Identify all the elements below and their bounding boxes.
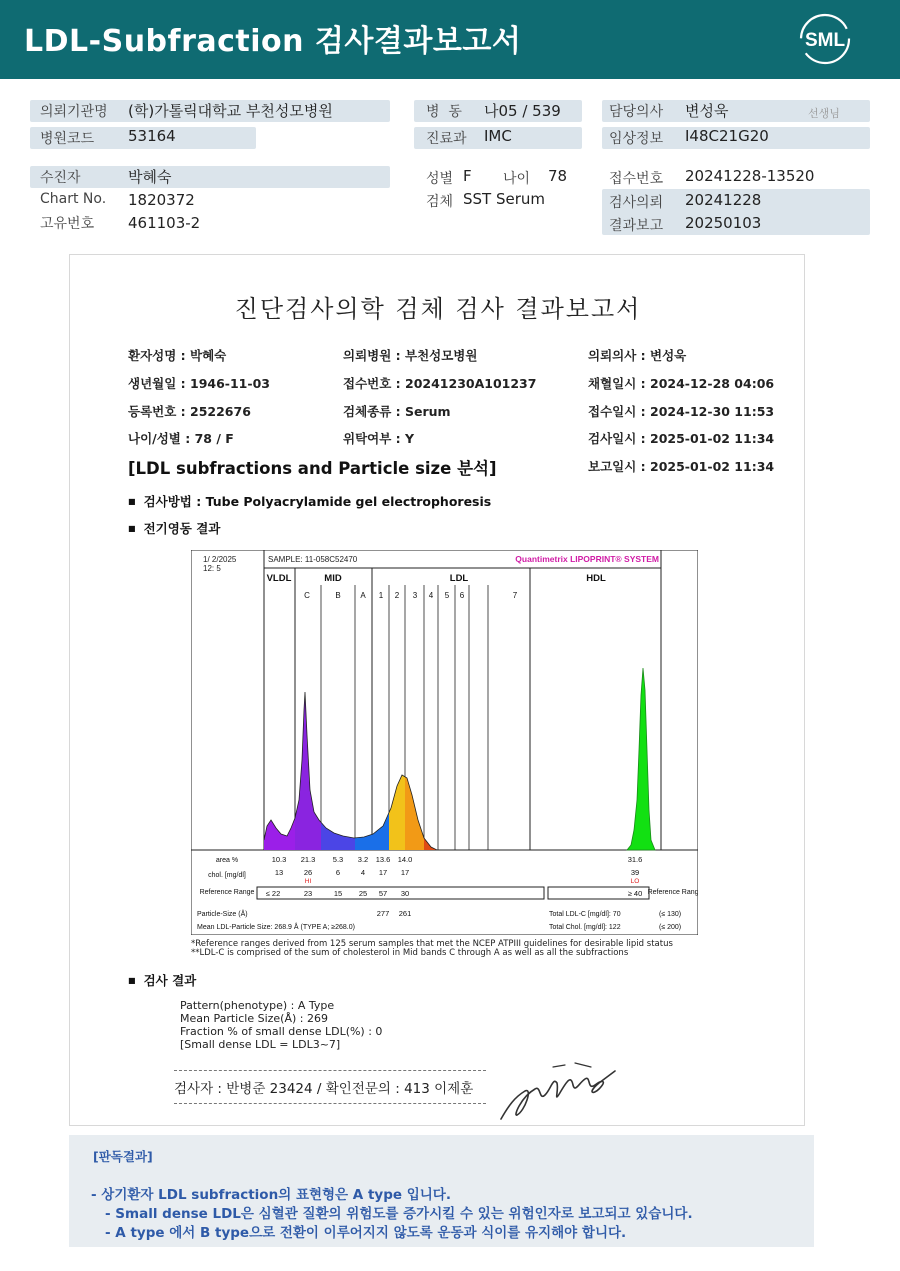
logo-text: SML xyxy=(804,30,846,51)
request-value: 20241228 xyxy=(685,191,762,209)
dept-label: 진료과 xyxy=(426,131,467,147)
patient-row xyxy=(30,166,390,188)
chart-no-label: Chart No. xyxy=(40,191,107,207)
report-document xyxy=(69,254,805,1126)
report-patient-name: 환자성명 : 박혜숙 xyxy=(128,348,227,363)
ward-label: 병 동 xyxy=(426,104,462,120)
ref-value-b: 15 xyxy=(333,889,343,898)
result-pattern: Pattern(phenotype) : A Type xyxy=(180,999,335,1012)
doctor-suffix: 선생님 xyxy=(808,107,840,120)
signature-image xyxy=(495,1061,625,1127)
ref-value-ldl1: 57 xyxy=(378,889,388,898)
row-label-area: area % xyxy=(215,857,239,864)
age-value: 78 xyxy=(548,167,568,185)
result-definition: [Small dense LDL = LDL3~7] xyxy=(180,1038,341,1051)
unique-id-value: 461103-2 xyxy=(128,214,201,232)
chart-system: Quantimetrix LIPOPRINT® SYSTEM xyxy=(515,554,659,564)
chart-no-value: 1820372 xyxy=(128,191,195,209)
report-req-hospital: 의뢰병원 : 부천성모병원 xyxy=(343,348,478,363)
chol-value-vldl: 13 xyxy=(274,868,284,877)
band-label-5: 5 xyxy=(444,591,450,600)
total-ldl-c-ref: (≤ 130) xyxy=(659,911,682,918)
area-value-hdl: 31.6 xyxy=(627,855,643,864)
band-label-3: 3 xyxy=(412,591,418,600)
area-value-b: 5.3 xyxy=(332,855,344,864)
report-title: 진단검사의학 검체 검사 결과보고서 xyxy=(234,295,642,323)
region-label-vldl: VLDL xyxy=(266,573,292,584)
report-consign: 위탁여부 : Y xyxy=(343,431,415,446)
hospital-label: 의뢰기관명 xyxy=(40,104,108,120)
sign-divider-top xyxy=(174,1070,486,1071)
report-reported: 보고일시 : 2025-01-02 11:34 xyxy=(588,459,775,474)
code-label: 병원코드 xyxy=(40,131,95,147)
electrophoresis-chart xyxy=(191,550,698,935)
band-label-b: B xyxy=(335,591,341,600)
sex-value: F xyxy=(463,167,472,185)
area-value-c: 21.3 xyxy=(300,855,316,864)
specimen-label: 검체 xyxy=(426,194,454,210)
report-birth: 생년월일 : 1946-11-03 xyxy=(128,376,270,391)
report-receipt-no: 접수번호 : 20241230A101237 xyxy=(343,376,537,391)
total-ldl-c: Total LDL-C [mg/dl]: 70 xyxy=(549,911,621,918)
area-value-ldl2: 14.0 xyxy=(397,855,413,864)
particle-value-ldl2: 261 xyxy=(398,909,412,918)
unique-id-label: 고유번호 xyxy=(40,216,95,232)
region-label-hdl: HDL xyxy=(586,573,606,584)
doctor-label: 담당의사 xyxy=(609,104,664,120)
report-req-doctor: 의뢰의사 : 변성욱 xyxy=(588,348,687,363)
band-label-2: 2 xyxy=(394,591,400,600)
chart-sample: SAMPLE: 11-058C52470 xyxy=(268,555,358,564)
report-collected: 채혈일시 : 2024-12-28 04:06 xyxy=(588,376,775,391)
ref-value-ldl2: 30 xyxy=(400,889,410,898)
band-label-7: 7 xyxy=(512,591,518,600)
report-tested: 검사일시 : 2025-01-02 11:34 xyxy=(588,431,775,446)
region-label-ldl: LDL xyxy=(449,573,469,584)
band-label-1: 1 xyxy=(378,591,384,600)
total-chol: Total Chol. [mg/dl]: 122 xyxy=(549,924,621,931)
report-date-value: 20250103 xyxy=(685,214,762,232)
total-chol-ref: (≤ 200) xyxy=(659,924,682,931)
header-bar xyxy=(0,0,900,79)
ldl-note: **LDL-C is comprised of the sum of cholesterol in Mid bands C through A as well as all the subfractions xyxy=(191,948,629,958)
sml-logo-icon xyxy=(798,12,852,66)
ward-value: 나05 / 539 xyxy=(484,102,561,120)
clinical-label: 임상정보 xyxy=(609,131,664,147)
band-label-a: A xyxy=(360,591,366,600)
clinical-value: I48C21G20 xyxy=(685,127,769,145)
area-value-ldl1: 13.6 xyxy=(375,855,391,864)
request-label: 검사의뢰 xyxy=(609,195,664,211)
flag-hdl: LO xyxy=(630,878,640,885)
age-label: 나이 xyxy=(503,171,531,187)
sign-divider-bottom xyxy=(174,1103,486,1104)
chol-value-c: 26 xyxy=(303,868,313,877)
row-label-ref: Reference Range xyxy=(199,889,255,896)
area-value-a: 3.2 xyxy=(357,855,369,864)
ref-value-a: 25 xyxy=(358,889,368,898)
band-label-c: C xyxy=(304,591,310,600)
chol-value-ldl2: 17 xyxy=(400,868,410,877)
row-label-chol: chol. [mg/dl] xyxy=(208,872,246,879)
doctor-value: 변성욱 xyxy=(685,102,729,120)
patient-value: 박혜숙 xyxy=(128,168,172,186)
chart-date: 1/ 2/2025 xyxy=(203,555,237,564)
chol-value-b: 6 xyxy=(335,868,341,877)
report-received: 접수일시 : 2024-12-30 11:53 xyxy=(588,404,775,419)
code-value: 53164 xyxy=(128,127,176,145)
method-line: ■ 검사방법 : Tube Polyacrylamide gel electrophoresis xyxy=(128,492,491,510)
reference-note: *Reference ranges derived from 125 serum samples that met the NCEP ATPIII guidelines for desirable lipid status xyxy=(191,939,673,949)
ref-value-hdl: ≥ 40 xyxy=(627,889,643,898)
dept-value: IMC xyxy=(484,127,512,145)
region-label-mid: MID xyxy=(324,573,342,584)
receipt-label: 접수번호 xyxy=(609,171,664,187)
flag-c: HI xyxy=(304,878,312,885)
band-label-6: 6 xyxy=(459,591,465,600)
ref-value-c: 23 xyxy=(303,889,313,898)
row-label-particle: Particle-Size (Å) xyxy=(197,911,248,918)
hospital-value: (학)가톨릭대학교 부천성모병원 xyxy=(128,102,333,120)
interpretation-line-3: - A type 에서 B type으로 전환이 이루어지지 않도록 운동과 식이를 유지해야 합니다. xyxy=(105,1225,627,1241)
particle-value-ldl1: 277 xyxy=(376,909,390,918)
page-title: LDL-Subfraction 검사결과보고서 xyxy=(24,24,522,59)
signer-line: 검사자 : 반병준 23424 / 확인전문의 : 413 이제훈 xyxy=(174,1081,474,1097)
chart-frame xyxy=(191,550,698,935)
report-date-label: 결과보고 xyxy=(609,218,664,234)
chol-value-ldl1: 17 xyxy=(378,868,388,877)
patient-label: 수진자 xyxy=(40,170,81,186)
receipt-value: 20241228-13520 xyxy=(685,167,815,185)
chol-value-hdl: 39 xyxy=(630,868,640,877)
band-label-4: 4 xyxy=(428,591,434,600)
interpretation-line-2: - Small dense LDL은 심혈관 질환의 위험도를 증가시킬 수 있는 위험인자로 보고되고 있습니다. xyxy=(105,1206,693,1222)
report-subtitle: [LDL subfractions and Particle size 분석] xyxy=(128,459,497,478)
result-heading: ■ 검사 결과 xyxy=(128,971,196,989)
chart-svg xyxy=(191,550,698,935)
interpretation-title: [판독결과] xyxy=(93,1149,153,1164)
report-reg-no: 등록번호 : 2522676 xyxy=(128,404,251,419)
result-fraction: Fraction % of small dense LDL(%) : 0 xyxy=(180,1025,383,1038)
interpretation-box xyxy=(69,1135,814,1247)
specimen-value: SST Serum xyxy=(463,190,546,208)
report-specimen: 검체종류 : Serum xyxy=(343,404,451,419)
chol-value-a: 4 xyxy=(360,868,366,877)
ref-value-vldl: ≤ 22 xyxy=(265,889,281,898)
row-label-mean: Mean LDL-Particle Size: 268.9 Å (TYPE A; ≥268.0) xyxy=(197,924,355,931)
area-value-vldl: 10.3 xyxy=(271,855,287,864)
electrophoresis-heading: ■ 전기영동 결과 xyxy=(128,519,220,537)
report-age-sex: 나이/성별 : 78 / F xyxy=(128,431,234,446)
row-label-ref-right: Reference Range xyxy=(647,889,698,896)
result-mean-size: Mean Particle Size(Å) : 269 xyxy=(180,1012,328,1025)
chart-time: 12: 5 xyxy=(203,564,221,573)
interpretation-line-1: - 상기환자 LDL subfraction의 표현형은 A type 입니다. xyxy=(91,1187,451,1203)
sex-label: 성별 xyxy=(426,171,454,187)
